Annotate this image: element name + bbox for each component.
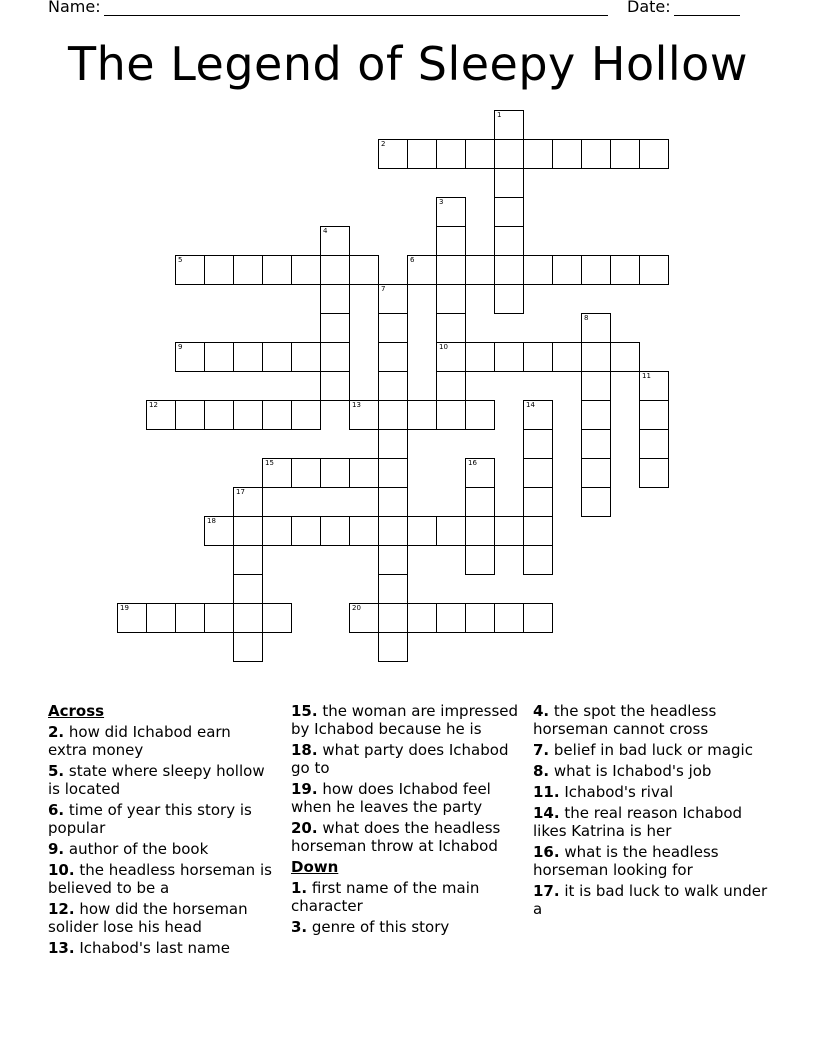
clue-text: the real reason Ichabod likes Katrina is her [533, 804, 743, 840]
crossword-cell[interactable] [233, 632, 263, 662]
crossword-cell[interactable] [639, 458, 669, 488]
clue-number: 13 [352, 401, 361, 409]
clue-num: 10. [48, 861, 75, 879]
crossword-cell[interactable] [407, 400, 437, 430]
clue-number: 20 [352, 604, 361, 612]
crossword-cell[interactable] [233, 487, 263, 517]
crossword-cell[interactable] [204, 603, 234, 633]
crossword-cell[interactable] [233, 574, 263, 604]
crossword-cell[interactable] [378, 342, 408, 372]
crossword-cell[interactable] [639, 371, 669, 401]
clue-item [48, 801, 273, 837]
crossword-cell[interactable] [581, 429, 611, 459]
crossword-cell[interactable] [465, 487, 495, 517]
crossword-cell[interactable] [175, 342, 205, 372]
clue-text: what is Ichabod's job [549, 762, 712, 780]
clue-column-1 [48, 702, 273, 960]
clue-num: 1. [291, 879, 308, 897]
crossword-cell[interactable] [378, 313, 408, 343]
crossword-cell[interactable] [494, 110, 524, 140]
clue-number: 10 [439, 343, 448, 351]
clue-num: 8. [533, 762, 550, 780]
crossword-cell[interactable] [320, 342, 350, 372]
clue-text: Ichabod's rival [559, 783, 674, 801]
crossword-cell[interactable] [320, 371, 350, 401]
crossword-cell[interactable] [610, 342, 640, 372]
crossword-cell[interactable] [291, 400, 321, 430]
crossword-cell[interactable] [175, 255, 205, 285]
crossword-cell[interactable] [291, 342, 321, 372]
crossword-cell[interactable] [494, 168, 524, 198]
clue-num: 19. [291, 780, 318, 798]
crossword-cell[interactable] [378, 458, 408, 488]
crossword-cell[interactable] [494, 197, 524, 227]
crossword-cell[interactable] [233, 516, 263, 546]
crossword-cell[interactable] [494, 226, 524, 256]
clue-number: 12 [149, 401, 158, 409]
crossword-cell[interactable] [320, 284, 350, 314]
crossword-cell[interactable] [262, 342, 292, 372]
crossword-cell[interactable] [436, 197, 466, 227]
crossword-cell[interactable] [407, 139, 437, 169]
crossword-cell[interactable] [117, 603, 147, 633]
crossword-cell[interactable] [639, 429, 669, 459]
clue-text: what is the headless horseman looking for [533, 843, 719, 879]
crossword-cell[interactable] [378, 545, 408, 575]
crossword-cell[interactable] [581, 139, 611, 169]
clue-text: how did the horseman solider lose his head [48, 900, 248, 936]
crossword-cell[interactable] [436, 139, 466, 169]
clue-num: 7. [533, 741, 550, 759]
date-label: Date: [627, 0, 671, 16]
crossword-cell[interactable] [581, 371, 611, 401]
clue-number: 6 [410, 256, 415, 264]
clue-item [291, 780, 519, 816]
crossword-cell[interactable] [494, 516, 524, 546]
crossword-cell[interactable] [494, 139, 524, 169]
clue-text: what does the headless horseman throw at Ichabod [291, 819, 501, 855]
crossword-cell[interactable] [465, 139, 495, 169]
clue-num: 13. [48, 939, 75, 957]
clue-text: state where sleepy hollow is located [48, 762, 265, 798]
crossword-cell[interactable] [610, 255, 640, 285]
clue-item [291, 741, 519, 777]
crossword-cell[interactable] [523, 516, 553, 546]
clue-num: 3. [291, 918, 308, 936]
crossword-cell[interactable] [378, 139, 408, 169]
clue-item [48, 723, 273, 759]
crossword-cell[interactable] [581, 487, 611, 517]
crossword-cell[interactable] [378, 516, 408, 546]
crossword-cell[interactable] [494, 255, 524, 285]
crossword-cell[interactable] [465, 458, 495, 488]
clue-text: how did Ichabod earn extra money [48, 723, 231, 759]
crossword-cell[interactable] [233, 255, 263, 285]
clue-item [533, 804, 768, 840]
name-label: Name: [48, 0, 101, 16]
crossword-cell[interactable] [465, 255, 495, 285]
clue-text: the woman are impressed by Ichabod because he is [291, 702, 519, 738]
crossword-cell[interactable] [349, 255, 379, 285]
clue-number: 7 [381, 285, 386, 293]
crossword-cell[interactable] [349, 516, 379, 546]
crossword-cell[interactable] [581, 342, 611, 372]
crossword-cell[interactable] [349, 400, 379, 430]
crossword-cell[interactable] [639, 400, 669, 430]
crossword-cell[interactable] [320, 313, 350, 343]
crossword-cell[interactable] [378, 429, 408, 459]
crossword-cell[interactable] [465, 545, 495, 575]
clue-number: 1 [497, 111, 502, 119]
crossword-cell[interactable] [233, 603, 263, 633]
crossword-cell[interactable] [523, 429, 553, 459]
clue-num: 14. [533, 804, 560, 822]
crossword-cell[interactable] [146, 603, 176, 633]
clue-item [533, 702, 768, 738]
crossword-cell[interactable] [146, 400, 176, 430]
crossword-cell[interactable] [349, 603, 379, 633]
clue-num: 15. [291, 702, 318, 720]
crossword-cell[interactable] [175, 400, 205, 430]
crossword-cell[interactable] [262, 255, 292, 285]
crossword-cell[interactable] [436, 255, 466, 285]
clue-item [533, 783, 768, 801]
clue-item [48, 861, 273, 897]
crossword-cell[interactable] [233, 400, 263, 430]
crossword-cell[interactable] [407, 603, 437, 633]
crossword-cell[interactable] [204, 255, 234, 285]
clue-item [291, 879, 519, 915]
clue-num: 16. [533, 843, 560, 861]
clue-number: 16 [468, 459, 477, 467]
crossword-cell[interactable] [552, 255, 582, 285]
clue-num: 11. [533, 783, 560, 801]
crossword-cell[interactable] [378, 603, 408, 633]
crossword-cell[interactable] [523, 603, 553, 633]
clue-num: 18. [291, 741, 318, 759]
crossword-cell[interactable] [523, 487, 553, 517]
crossword-cell[interactable] [494, 284, 524, 314]
crossword-cell[interactable] [262, 458, 292, 488]
crossword-cell[interactable] [349, 458, 379, 488]
clue-item [48, 939, 273, 957]
crossword-cell[interactable] [581, 400, 611, 430]
clue-item [291, 819, 519, 855]
clue-number: 11 [642, 372, 651, 380]
clue-num: 2. [48, 723, 65, 741]
crossword-cell[interactable] [204, 516, 234, 546]
clue-num: 12. [48, 900, 75, 918]
clue-item [48, 762, 273, 798]
crossword-cell[interactable] [320, 255, 350, 285]
clue-num: 20. [291, 819, 318, 837]
clue-number: 4 [323, 227, 328, 235]
clue-text: author of the book [64, 840, 209, 858]
clue-text: Ichabod's last name [74, 939, 231, 957]
crossword-cell[interactable] [175, 603, 205, 633]
crossword-cell[interactable] [378, 574, 408, 604]
crossword-cell[interactable] [436, 371, 466, 401]
crossword-cell[interactable] [407, 255, 437, 285]
crossword-cell[interactable] [407, 516, 437, 546]
crossword-cell[interactable] [262, 603, 292, 633]
clue-column-2 [291, 702, 519, 939]
crossword-cell[interactable] [552, 342, 582, 372]
crossword-cell[interactable] [378, 400, 408, 430]
clue-number: 5 [178, 256, 183, 264]
crossword-cell[interactable] [262, 516, 292, 546]
clue-text: genre of this story [307, 918, 450, 936]
crossword-cell[interactable] [523, 342, 553, 372]
clue-number: 8 [584, 314, 589, 322]
clue-item [48, 840, 273, 858]
crossword-cell[interactable] [320, 516, 350, 546]
page-title: The Legend of Sleepy Hollow [68, 37, 748, 91]
clue-item [291, 702, 519, 738]
crossword-cell[interactable] [436, 313, 466, 343]
crossword-cell[interactable] [291, 516, 321, 546]
crossword-cell[interactable] [378, 371, 408, 401]
crossword-cell[interactable] [465, 603, 495, 633]
clue-item [48, 900, 273, 936]
clue-text: it is bad luck to walk under a [533, 882, 768, 918]
crossword-cell[interactable] [378, 632, 408, 662]
clue-text: first name of the main character [291, 879, 480, 915]
clue-item [291, 918, 519, 936]
clue-num: 6. [48, 801, 65, 819]
crossword-cell[interactable] [291, 458, 321, 488]
clue-number: 9 [178, 343, 183, 351]
crossword-cell[interactable] [639, 255, 669, 285]
crossword-cell[interactable] [465, 342, 495, 372]
clue-item [533, 843, 768, 879]
crossword-cell[interactable] [291, 255, 321, 285]
crossword-cell[interactable] [494, 603, 524, 633]
clue-num: 9. [48, 840, 65, 858]
clue-column-3 [533, 702, 768, 921]
clue-text: the spot the headless horseman cannot cross [533, 702, 717, 738]
crossword-cell[interactable] [523, 545, 553, 575]
clue-num: 17. [533, 882, 560, 900]
crossword-cell[interactable] [436, 516, 466, 546]
crossword-cell[interactable] [233, 545, 263, 575]
clue-number: 18 [207, 517, 216, 525]
clue-text: the headless horseman is believed to be a [48, 861, 272, 897]
crossword-cell[interactable] [233, 342, 263, 372]
crossword-cell[interactable] [610, 139, 640, 169]
clue-heading-across: Across [48, 702, 105, 720]
clue-number: 19 [120, 604, 129, 612]
crossword-cell[interactable] [581, 313, 611, 343]
clue-number: 14 [526, 401, 535, 409]
crossword-cell[interactable] [639, 139, 669, 169]
clue-item [533, 882, 768, 918]
clue-number: 3 [439, 198, 444, 206]
crossword-cell[interactable] [378, 284, 408, 314]
crossword-cell[interactable] [436, 226, 466, 256]
clue-item [533, 741, 768, 759]
clue-text: what party does Ichabod go to [291, 741, 509, 777]
clue-num: 5. [48, 762, 65, 780]
crossword-cell[interactable] [465, 400, 495, 430]
clue-number: 17 [236, 488, 245, 496]
clue-number: 15 [265, 459, 274, 467]
crossword-cell[interactable] [204, 400, 234, 430]
crossword-cell[interactable] [320, 226, 350, 256]
clue-number: 2 [381, 140, 386, 148]
crossword-cell[interactable] [204, 342, 234, 372]
crossword-cell[interactable] [523, 400, 553, 430]
clue-heading-down: Down [291, 858, 339, 876]
clue-num: 4. [533, 702, 550, 720]
clue-text: belief in bad luck or magic [549, 741, 753, 759]
crossword-cell[interactable] [552, 139, 582, 169]
crossword-cell[interactable] [523, 255, 553, 285]
crossword-cell[interactable] [523, 139, 553, 169]
clue-text: time of year this story is popular [48, 801, 252, 837]
crossword-cell[interactable] [320, 458, 350, 488]
crossword-cell[interactable] [581, 255, 611, 285]
clue-text: how does Ichabod feel when he leaves the party [291, 780, 491, 816]
crossword-cell[interactable] [378, 487, 408, 517]
crossword-cell[interactable] [436, 342, 466, 372]
crossword-cell[interactable] [465, 516, 495, 546]
crossword-cell[interactable] [436, 603, 466, 633]
crossword-cell[interactable] [523, 458, 553, 488]
clue-item [533, 762, 768, 780]
crossword-cell[interactable] [262, 400, 292, 430]
crossword-cell[interactable] [494, 342, 524, 372]
crossword-cell[interactable] [436, 400, 466, 430]
crossword-cell[interactable] [581, 458, 611, 488]
crossword-cell[interactable] [436, 284, 466, 314]
